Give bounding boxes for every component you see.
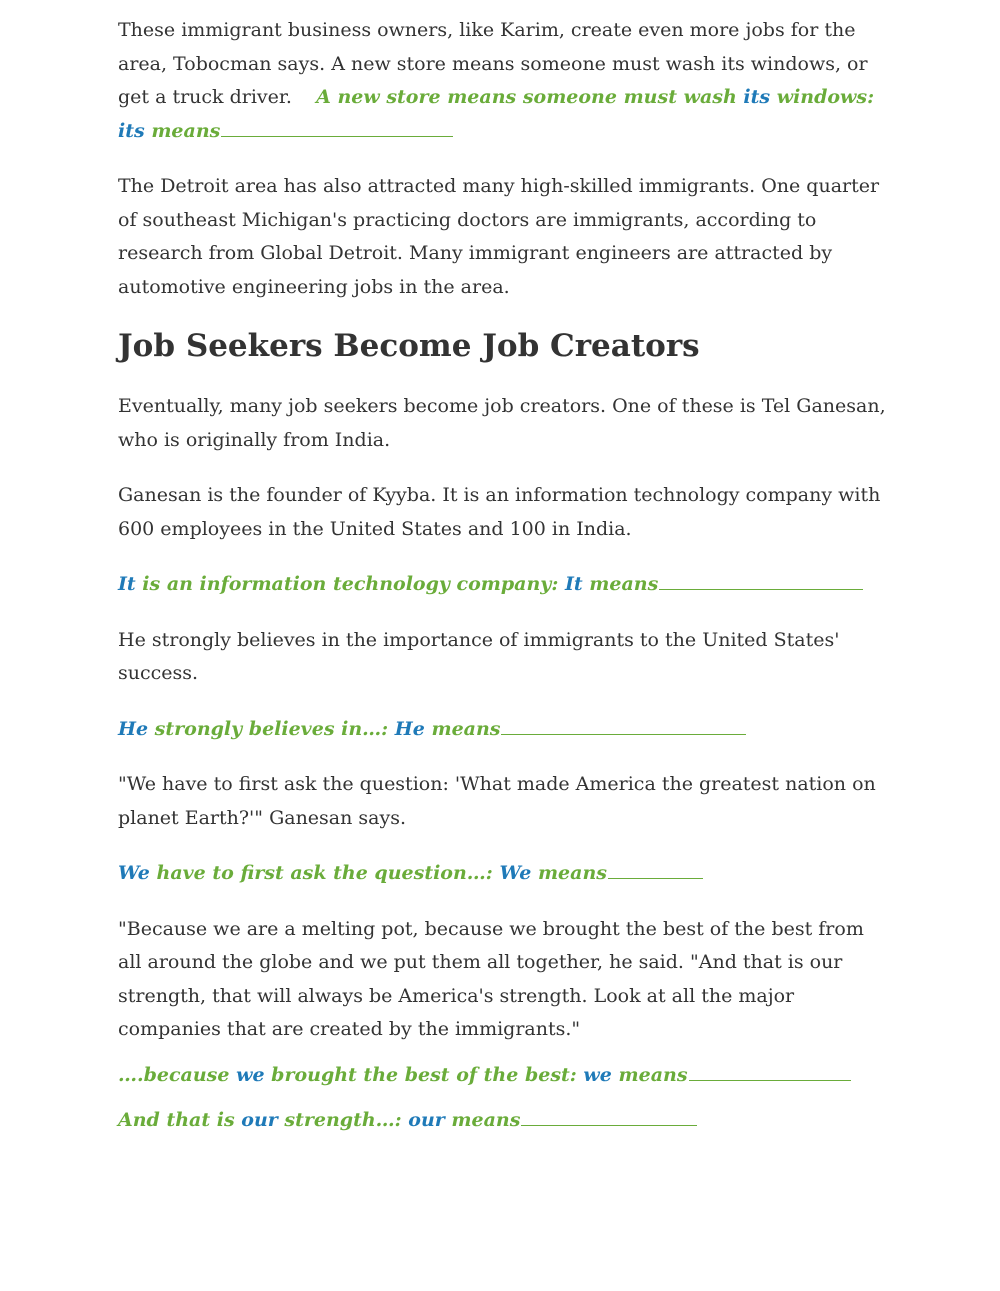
prompt-our-ref: our <box>241 1109 278 1131</box>
prompt-he-text: strongly believes in…: <box>148 717 395 740</box>
prompt-our-means: means <box>451 1109 521 1131</box>
prompt-we-best-ref: we <box>236 1063 265 1086</box>
prompt-it <box>118 568 888 602</box>
paragraph-kyyba: Ganesan is the founder of Kyyba. It is an information technology company with 600 employees in the United States and 100 in India. <box>118 484 881 540</box>
prompt-it-ref: It <box>118 573 136 595</box>
answer-blank-it[interactable] <box>659 588 863 590</box>
article <box>118 14 888 1150</box>
prompt-we-best <box>118 1059 888 1093</box>
paragraph-detroit: The Detroit area has also attracted many high-skilled immigrants. One quarter of southeast Michigan's practicing doctors are immigrants, according to research from Global Detroit. Many immigrant engineers are attracted by automotive engineering jobs in the area. <box>118 175 880 298</box>
prompt-our-ref-2: our <box>408 1109 445 1131</box>
prompt-its-text-a: A new store means someone must wash <box>316 86 744 108</box>
prompt-we-best-ref-2: we <box>583 1063 612 1086</box>
prompt-we-ref-2: We <box>499 862 532 884</box>
prompt-we <box>118 857 888 891</box>
answer-blank-our[interactable] <box>521 1124 697 1126</box>
paragraph-belief: He strongly believes in the importance of immigrants to the United States' success. <box>118 628 840 684</box>
prompt-it-text: is an information technology company: <box>135 573 565 595</box>
prompt-we-ref: We <box>118 862 150 884</box>
prompt-he-ref: He <box>118 717 149 740</box>
paragraph-melting-pot: "Because we are a melting pot, because we brought the best of the best from all around the globe and we put them all together, he said. "And that is our strength, that will always be America's strength. Look at all the major companies that are created by the immigrants." <box>118 917 864 1040</box>
prompt-its-ref: its <box>743 86 771 108</box>
prompt-we-best-text-b: brought the best of the best: <box>264 1063 584 1086</box>
prompt-we-best-means: means <box>618 1063 688 1086</box>
prompt-it-means: means <box>589 573 659 595</box>
paragraph-question: "We have to first ask the question: 'What made America the greatest nation on planet Earth?'" Ganesan says. <box>118 773 876 829</box>
paragraph-job-creators: Eventually, many job seekers become job creators. One of these is Tel Ganesan, who is originally from India. <box>118 395 886 451</box>
paragraph-karim <box>118 14 888 148</box>
prompt-its-text-b: windows: <box>770 86 875 108</box>
section-heading: Job Seekers Become Job Creators <box>118 328 700 364</box>
prompt-we-text: have to first ask the question…: <box>149 862 500 884</box>
prompt-its-means: means <box>151 119 221 142</box>
answer-blank-we[interactable] <box>608 877 703 879</box>
answer-blank-we-best[interactable] <box>689 1079 851 1081</box>
prompt-we-means: means <box>537 862 607 884</box>
prompt-he <box>118 713 888 747</box>
prompt-he-ref-2: He <box>394 717 425 740</box>
paragraph-karim-text: These immigrant business owners, like Karim, create even more jobs for the area, Tobocman says. A new store means someone must wash its windows, or get a truck driver. <box>118 19 868 108</box>
answer-blank-he[interactable] <box>501 733 746 735</box>
prompt-our-text-b: strength…: <box>277 1109 409 1131</box>
answer-blank-its[interactable] <box>221 135 453 137</box>
prompt-its-ref-2: its <box>118 119 145 142</box>
prompt-our-text-a: And that is <box>118 1109 242 1131</box>
prompt-it-ref-2: It <box>564 573 583 595</box>
prompt-he-means: means <box>431 717 501 740</box>
prompt-we-best-text-a: ….because <box>118 1063 237 1086</box>
prompt-our <box>118 1104 888 1138</box>
